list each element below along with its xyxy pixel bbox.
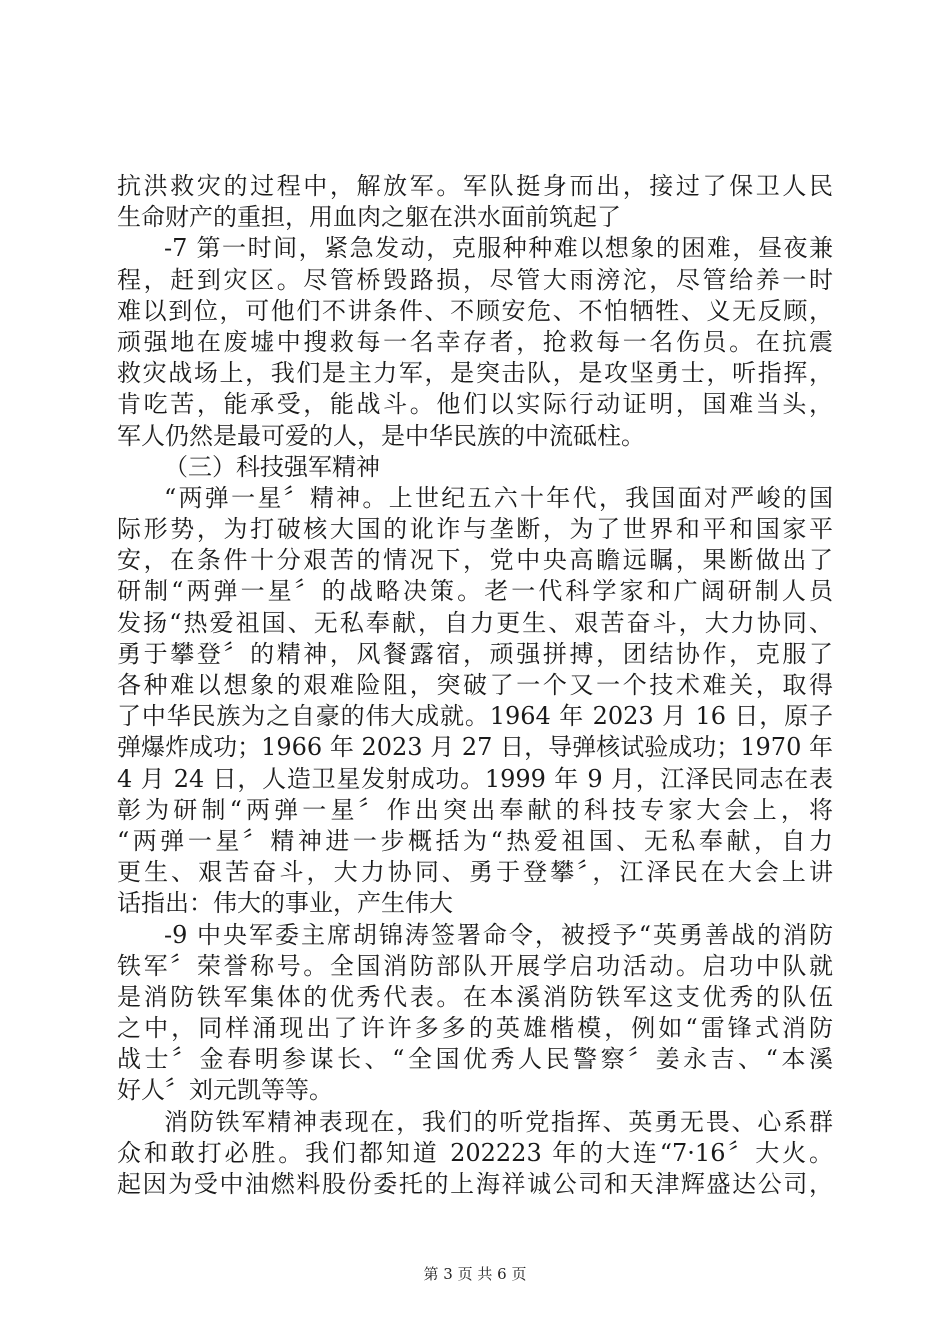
text-line: 难以到位，可他们不讲条件、不顾安危、不怕牺牲、义无反顾， bbox=[117, 296, 833, 325]
text-line: 众和敢打必胜。我们都知道 202223 年的大连“7·16〞大火。 bbox=[117, 1138, 833, 1167]
text-line: 顽强地在废墟中搜救每一名幸存者，抢救每一名伤员。在抗震 bbox=[117, 327, 833, 356]
page-number-label: 第 3 页 共 6 页 bbox=[423, 1265, 527, 1283]
text-line: 各种难以想象的艰难险阻，突破了一个又一个技术难关，取得 bbox=[117, 671, 833, 699]
text-line: 救灾战场上，我们是主力军，是突击队，是攻坚勇士，听指挥， bbox=[117, 359, 833, 388]
text-line: 勇于攀登〞的精神，风餐露宿，顽强拼搏，团结协作，克服了 bbox=[117, 639, 833, 668]
text-line: 消防铁军精神表现在，我们的听党指挥、英勇无畏、心系群 bbox=[164, 1107, 833, 1136]
text-line: -7 第一时间，紧急发动，克服种种难以想象的困难，昼夜兼 bbox=[164, 234, 833, 263]
text-line: 生命财产的重担，用血肉之躯在洪水面前筑起了 bbox=[117, 203, 621, 232]
text-line: 话指出：伟大的事业，产生伟大 bbox=[117, 889, 453, 918]
text-line: 之中，同样涌现出了许许多多的英雄楷模，例如“雷锋式消防 bbox=[117, 1014, 833, 1043]
text-line: -9 中央军委主席胡锦涛签署命令，被授予“英勇善战的消防 bbox=[164, 920, 833, 949]
text-line: 战士〞金春明参谋长、“全国优秀人民警察〞姜永吉、“本溪 bbox=[117, 1045, 833, 1074]
text-line: 发扬“热爱祖国、无私奉献，自力更生、艰苦奋斗，大力协同、 bbox=[117, 608, 833, 637]
text-line: 肯吃苦，能承受，能战斗。他们以实际行动证明，国难当头， bbox=[117, 390, 833, 419]
text-line: 研制“两弹一星〞的战略决策。老一代科学家和广阔研制人员 bbox=[117, 577, 833, 606]
text-line: 好人〞刘元凯等等。 bbox=[117, 1076, 333, 1105]
page-footer bbox=[0, 1264, 950, 1284]
text-line: 军人仍然是最可爱的人，是中华民族的中流砥柱。 bbox=[117, 421, 645, 450]
text-line: 弹爆炸成功；1966 年 2023 月 27 日，导弹核试验成功；1970 年 bbox=[117, 733, 833, 762]
text-line: （三）科技强军精神 bbox=[164, 452, 380, 481]
text-line: 4 月 24 日，人造卫星发射成功。1999 年 9 月，江泽民同志在表 bbox=[117, 764, 833, 793]
text-line: 抗洪救灾的过程中，解放军。军队挺身而出，接过了保卫人民 bbox=[117, 172, 833, 200]
body-text bbox=[117, 171, 833, 1200]
text-line: 彰为研制“两弹一星〞作出突出奉献的科技专家大会上，将 bbox=[117, 795, 833, 824]
text-line: 际形势，为打破核大国的讹诈与垄断，为了世界和平和国家平 bbox=[117, 515, 833, 544]
text-line: 安，在条件十分艰苦的情况下，党中央高瞻远瞩，果断做出了 bbox=[117, 546, 833, 575]
text-line: “两弹一星〞精神。上世纪五六十年代，我国面对严峻的国 bbox=[164, 483, 833, 512]
text-line: 了中华民族为之自豪的伟大成就。1964 年 2023 月 16 日，原子 bbox=[117, 702, 833, 731]
text-line: 更生、艰苦奋斗，大力协同、勇于登攀〞，江泽民在大会上讲 bbox=[117, 858, 833, 887]
text-line: 铁军〞荣誉称号。全国消防部队开展学启功活动。启功中队就 bbox=[117, 951, 833, 980]
text-line: 程，赶到灾区。尽管桥毁路损，尽管大雨滂沱，尽管给养一时 bbox=[117, 265, 833, 294]
text-line: 起因为受中油燃料股份委托的上海祥诚公司和天津辉盛达公司， bbox=[117, 1170, 833, 1198]
text-line: 是消防铁军集体的优秀代表。在本溪消防铁军这支优秀的队伍 bbox=[117, 982, 833, 1011]
text-line: “两弹一星〞精神进一步概括为“热爱祖国、无私奉献，自力 bbox=[117, 826, 833, 855]
